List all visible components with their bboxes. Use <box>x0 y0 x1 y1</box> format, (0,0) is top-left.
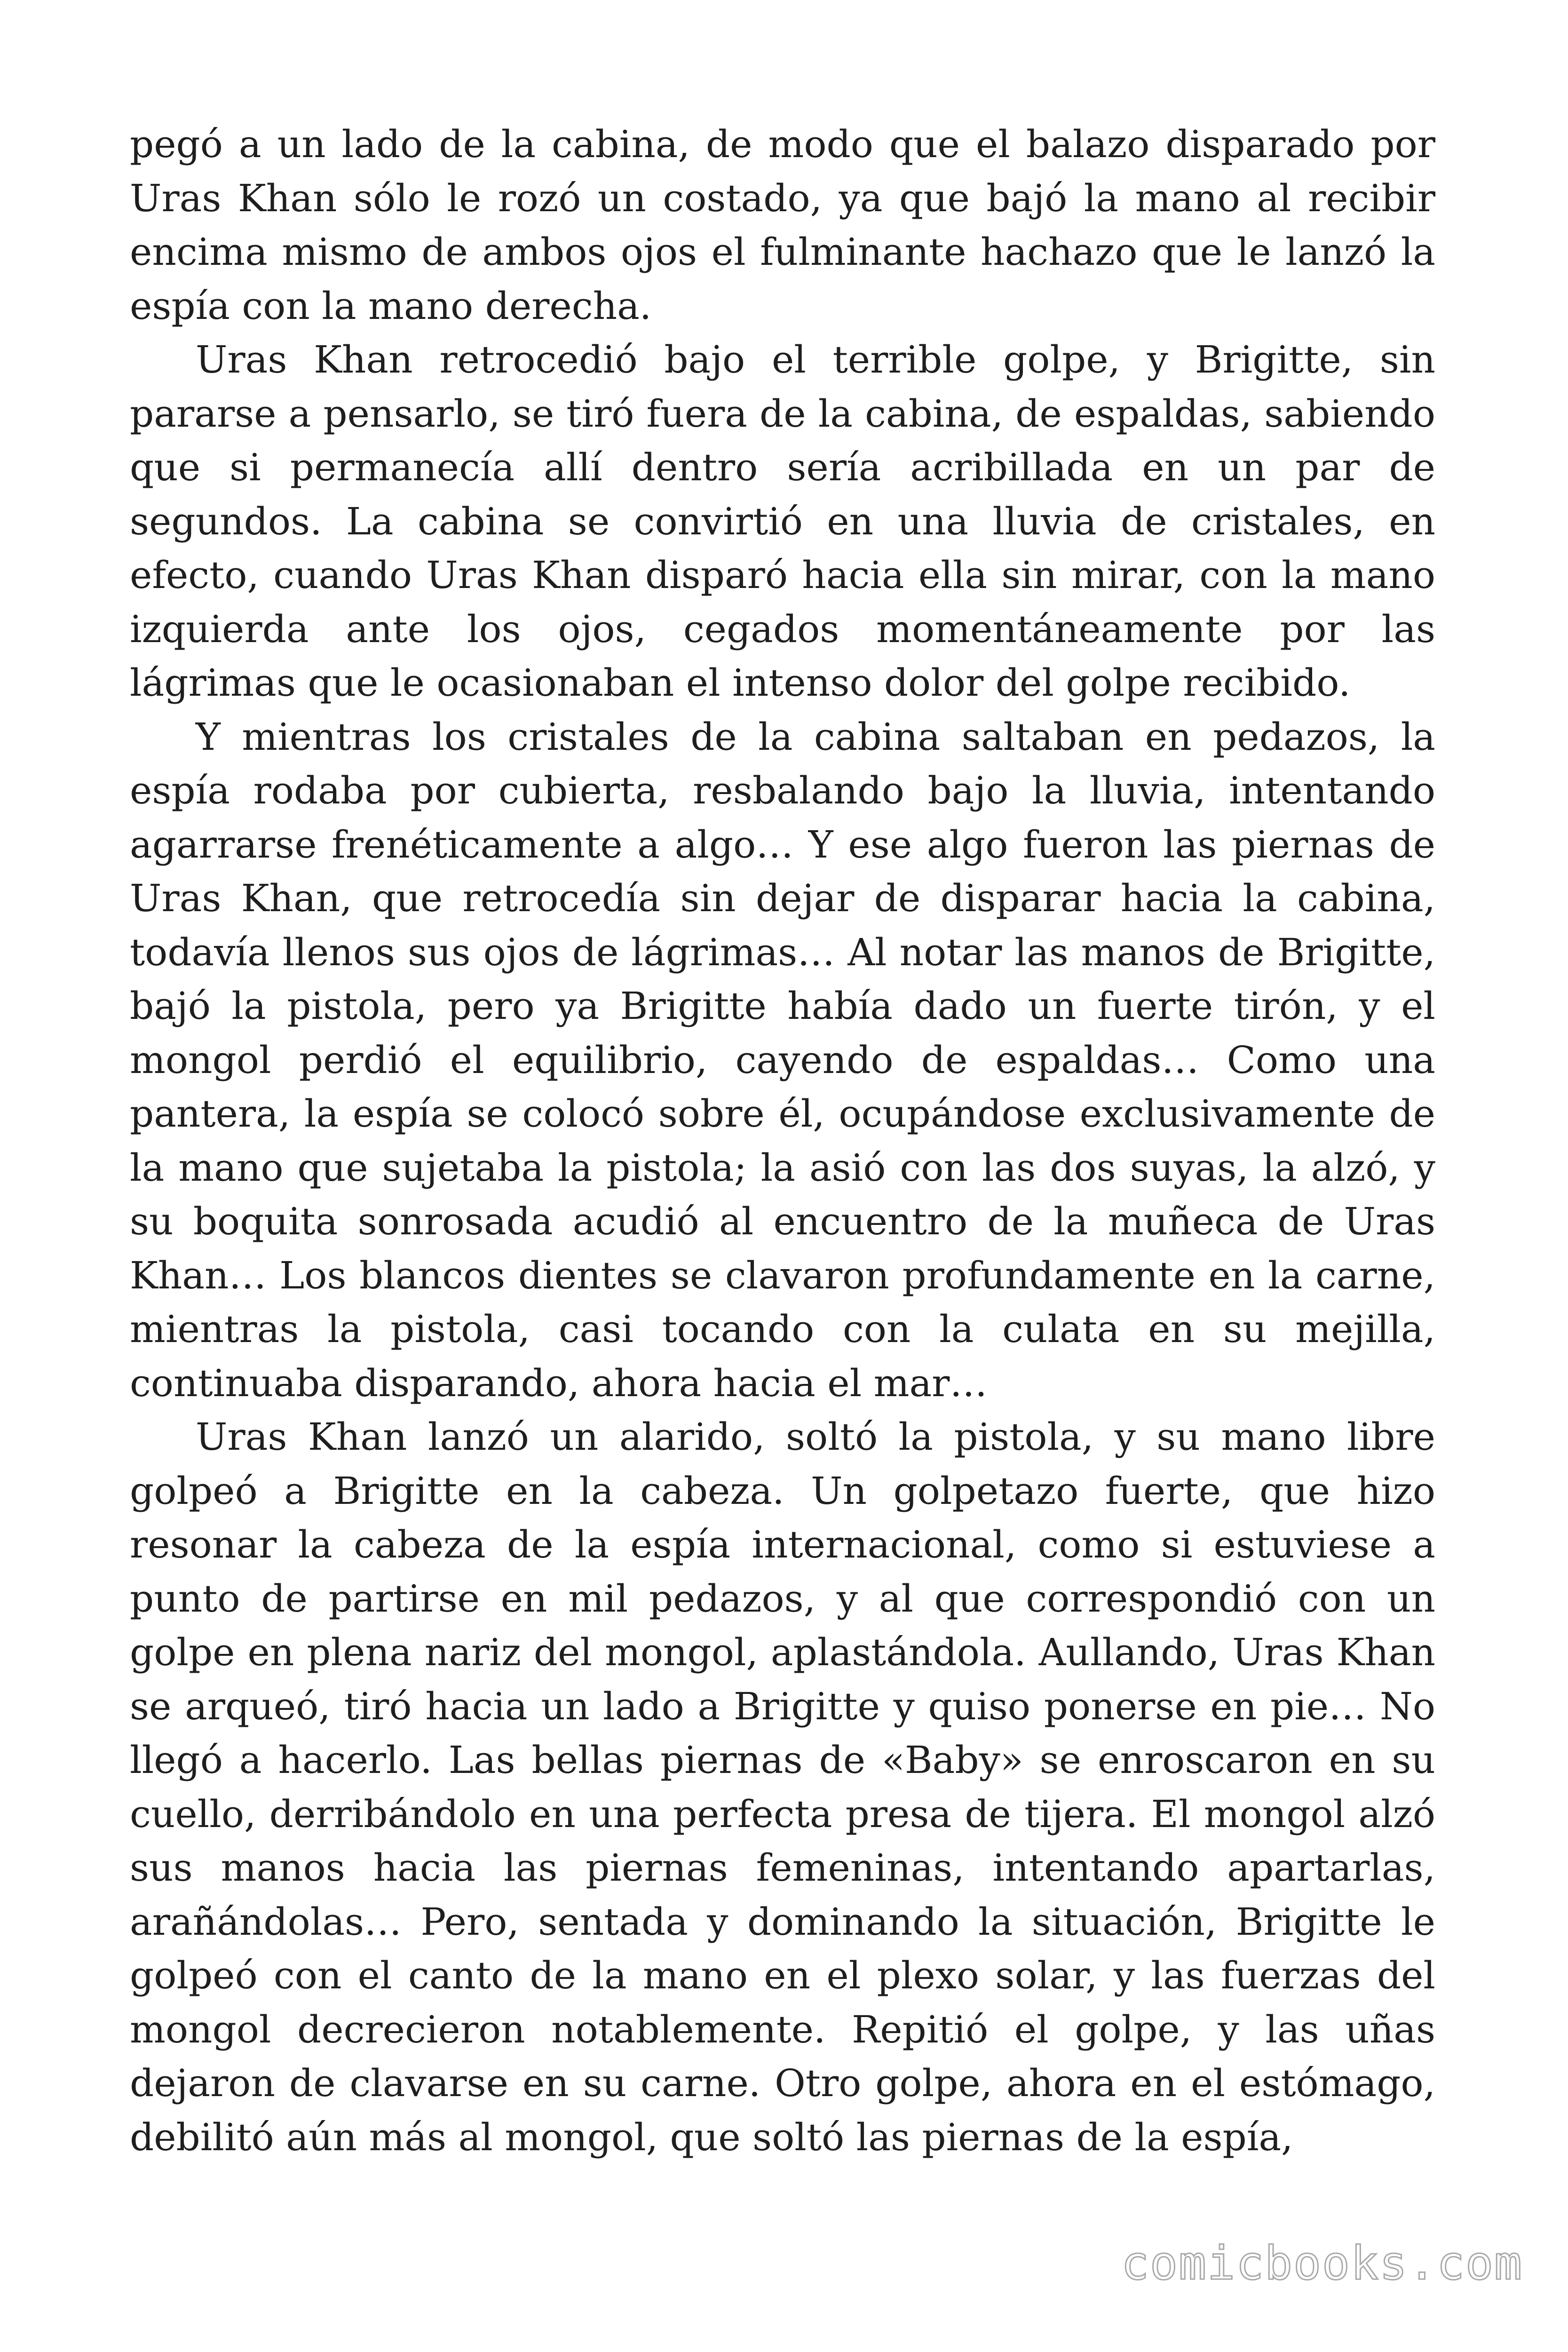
paragraph-1: pegó a un lado de la cabina, de modo que el balazo disparado por Uras Khan sólo le rozó un costado, ya que bajó la mano al recibir encima mismo de ambos ojos el fulminante hachazo que le lanzó la espía con la mano derecha. <box>130 122 1435 328</box>
book-page-text <box>130 118 1435 2164</box>
watermark: comicbooks.com <box>1121 2237 1523 2290</box>
paragraph-2: Uras Khan retrocedió bajo el terrible golpe, y Brigitte, sin pararse a pensarlo, se tiró fuera de la cabina, de espaldas, sabiendo que si permanecía allí dentro sería acribillada en un par de segundos. La cabina se convirtió en una lluvia de cristales, en efecto, cuando Uras Khan disparó hacia ella sin mirar, con la mano izquierda ante los ojos, cegados momentáneamente por las lágrimas que le ocasionaban el intenso dolor del golpe recibido. <box>130 338 1435 705</box>
paragraph-3: Y mientras los cristales de la cabina saltaban en pedazos, la espía rodaba por cubierta, resbalando bajo la lluvia, intentando agarrarse frenéticamente a algo… Y ese algo fueron las piernas de Uras Khan, que retrocedía sin dejar de disparar hacia la cabina, todavía llenos sus ojos de lágrimas… Al notar las manos de Brigitte, bajó la pistola, pero ya Brigitte había dado un fuerte tirón, y el mongol perdió el equilibrio, cayendo de espaldas… Como una pantera, la espía se colocó sobre él, ocupándose exclusivamente de la mano que sujetaba la pistola; la asió con las dos suyas, la alzó, y su boquita sonrosada acudió al encuentro de la muñeca de Uras Khan… Los blancos dientes se clavaron profundamente en la carne, mientras la pistola, casi tocando con la culata en su mejilla, continuaba disparando, ahora hacia el mar… <box>130 715 1435 1405</box>
paragraph-4: Uras Khan lanzó un alarido, soltó la pistola, y su mano libre golpeó a Brigitte en la cabeza. Un golpetazo fuerte, que hizo resonar la cabeza de la espía internacional, como si estuviese a punto de partirse en mil pedazos, y al que correspondió con un golpe en plena nariz del mongol, aplastándola. Aullando, Uras Khan se arqueó, tiró hacia un lado a Brigitte y quiso ponerse en pie… No llegó a hacerlo. Las bellas piernas de «Baby» se enroscaron en su cuello, derribándolo en una perfecta presa de tijera. El mongol alzó sus manos hacia las piernas femeninas, intentando apartarlas, arañándolas… Pero, sentada y dominando la situación, Brigitte le golpeó con el canto de la mano en el plexo solar, y las fuerzas del mongol decrecieron notablemente. Repitió el golpe, y las uñas dejaron de clavarse en su carne. Otro golpe, ahora en el estómago, debilitó aún más al mongol, que soltó las piernas de la espía, <box>130 1415 1435 2159</box>
